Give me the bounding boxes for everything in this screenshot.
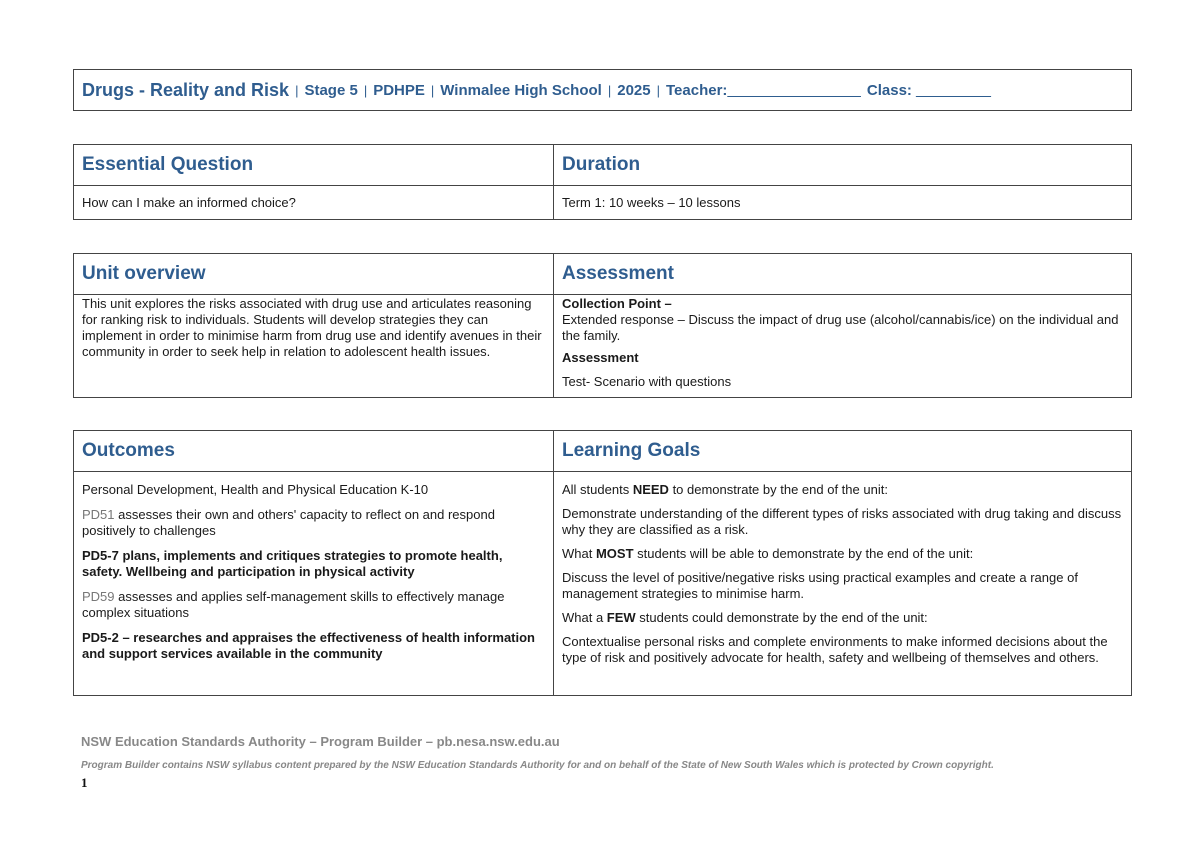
few-intro — [562, 610, 1123, 626]
syllabus-name: Personal Development, Health and Physical Education K-10 — [82, 482, 429, 497]
unit-overview-text: This unit explores the risks associated with drug use and articulates reasoning for ranking risk to individuals. Students will develop strategies they can implement in order to minimise harm from drug use and identify avenues in their community in order to seek help in relation to adolescent health issues. — [74, 295, 554, 398]
learning-goals-list — [554, 472, 1132, 696]
outcomes-heading: Outcomes — [74, 431, 554, 472]
duration-text: Term 1: 10 weeks – 10 lessons — [554, 186, 1132, 220]
collection-point-text: Extended response – Discuss the impact of drug use (alcohol/cannabis/ice) on the individual and the family. — [562, 312, 1119, 343]
outcome-code: PD51 — [82, 507, 115, 522]
goal-intro-text: What a — [562, 610, 607, 625]
subject: PDHPE — [373, 81, 425, 99]
outcomes-goals-table — [73, 430, 1132, 696]
goal-intro-text: All students — [562, 482, 633, 497]
outcome-item: PD5-7 plans, implements and critiques strategies to promote health, safety. Wellbeing and participation in physical activity — [82, 548, 503, 579]
assessment-label: Assessment — [562, 350, 639, 365]
stage: Stage 5 — [304, 81, 358, 99]
essential-question-text: How can I make an informed choice? — [74, 186, 554, 220]
essential-question-heading: Essential Question — [74, 145, 554, 186]
goal-keyword: NEED — [632, 482, 669, 497]
footer-source: NSW Education Standards Authority – Program Builder – pb.nesa.nsw.edu.au — [81, 734, 560, 749]
learning-goals-heading: Learning Goals — [554, 431, 1132, 472]
class-blank: _________ — [915, 81, 992, 99]
separator: | — [607, 82, 612, 98]
goal-keyword: MOST — [595, 546, 634, 561]
teacher-label: Teacher: — [666, 81, 728, 99]
goal-keyword: FEW — [606, 610, 636, 625]
page-number: 1 — [81, 775, 88, 790]
unit-overview-heading: Unit overview — [74, 254, 554, 295]
assessment-details — [554, 295, 1132, 398]
separator: | — [295, 82, 299, 98]
few-goal: Contextualise personal risks and complete environments to make informed decisions about the type of risk and positively advocate for health, safety and wellbeing of themselves and others. — [562, 634, 1108, 665]
outcome-code: PD59 — [82, 589, 115, 604]
school: Winmalee High School — [440, 81, 602, 99]
outcome-item — [82, 507, 545, 539]
goal-intro-text: students could demonstrate by the end of the unit: — [635, 610, 928, 625]
goal-intro-text: to demonstrate by the end of the unit: — [668, 482, 888, 497]
goal-intro-text: What — [562, 546, 596, 561]
separator: | — [430, 82, 435, 98]
most-intro — [562, 546, 1123, 562]
outcome-text: assesses and applies self-management skills to effectively manage complex situations — [82, 589, 505, 620]
duration-heading: Duration — [554, 145, 1132, 186]
question-duration-table — [73, 144, 1132, 220]
most-goal: Discuss the level of positive/negative risks using practical examples and create a range of management strategies to minimise harm. — [562, 570, 1078, 601]
need-intro — [562, 482, 1123, 498]
overview-assessment-table — [73, 253, 1132, 398]
teacher-blank: ________________ — [727, 81, 861, 99]
outcome-item: PD5-2 – researches and appraises the effectiveness of health information and support services available in the community — [82, 630, 535, 661]
separator: | — [656, 82, 660, 98]
outcome-item — [82, 589, 545, 621]
separator: | — [363, 82, 368, 98]
footer-copyright: Program Builder contains NSW syllabus content prepared by the NSW Education Standards Authority for and on behalf of the State of New South Wales which is protected by Crown copyright. — [81, 760, 994, 771]
assessment-text: Test- Scenario with questions — [562, 374, 732, 389]
assessment-heading: Assessment — [554, 254, 1132, 295]
unit-title-bar — [73, 69, 1132, 111]
need-goal: Demonstrate understanding of the different types of risks associated with drug taking and discuss why they are classified as a risk. — [562, 506, 1122, 537]
unit-title: Drugs - Reality and Risk — [82, 79, 290, 100]
class-label: Class: — [866, 81, 912, 99]
year: 2025 — [617, 81, 651, 99]
goal-intro-text: students will be able to demonstrate by the end of the unit: — [633, 546, 974, 561]
collection-point-label: Collection Point – — [562, 296, 672, 311]
outcome-text: assesses their own and others' capacity to reflect on and respond positively to challenges — [82, 507, 495, 538]
outcomes-list — [74, 472, 554, 696]
